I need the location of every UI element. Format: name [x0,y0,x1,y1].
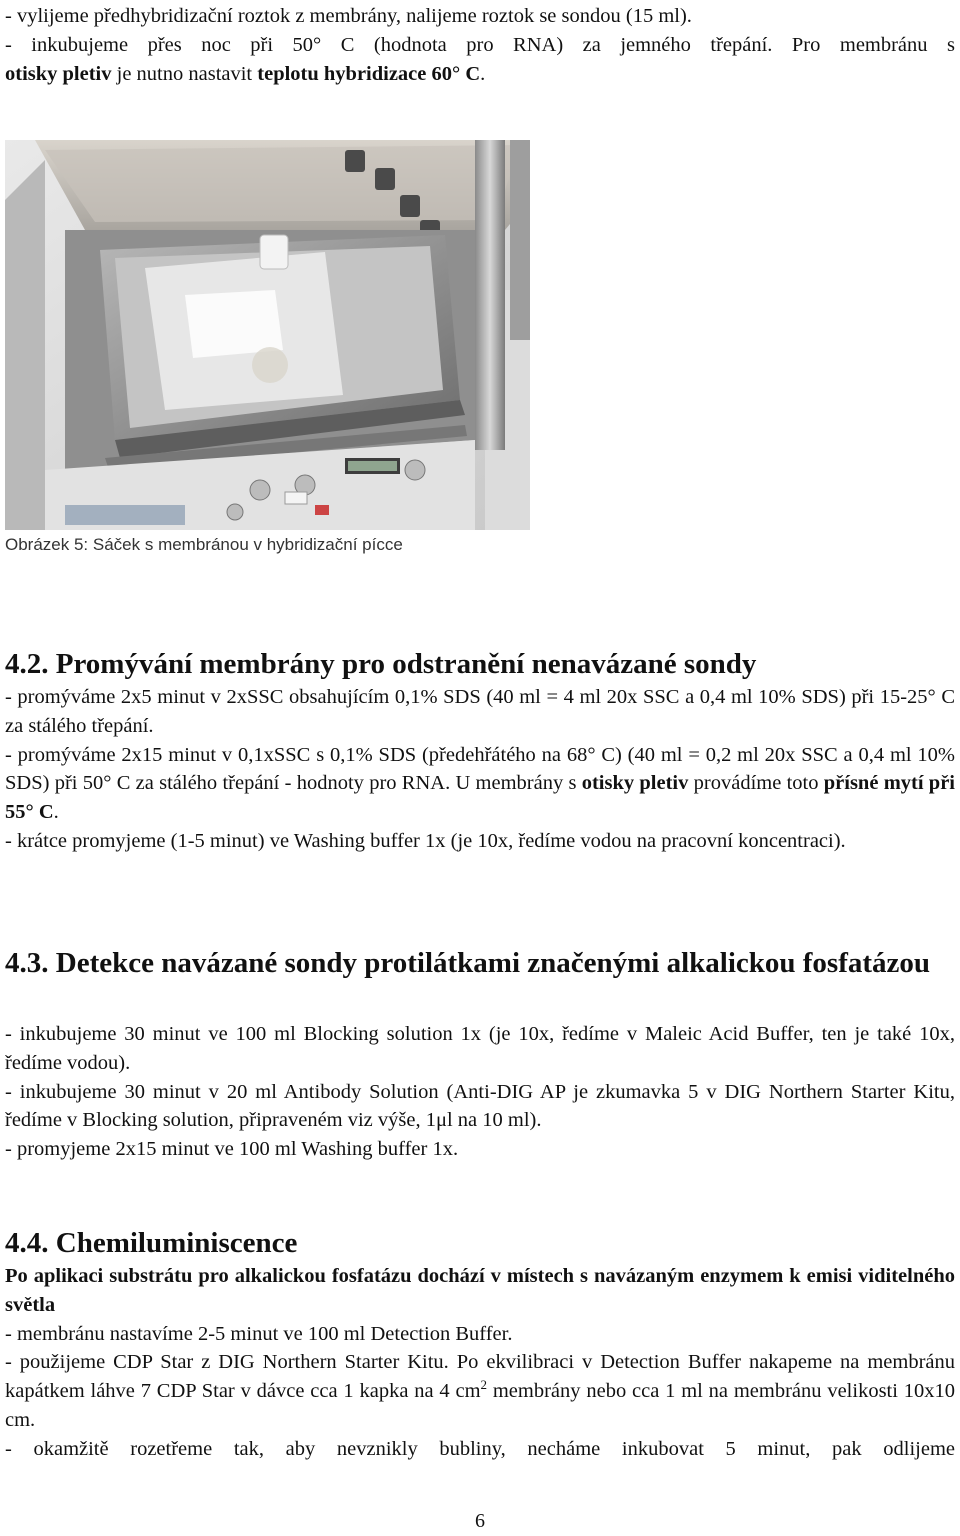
section-4-2-p2-text: - promýváme 2x15 minut v 0,1xSSC s 0,1% SDS (předehřátého na 68° C) (40 ml = 0,2 ml 20x SSC a 0,4 ml 10% SDS) při 50° C za stálého třepání - hodnoty pro RNA. U membrány s [5,743,955,795]
hybridization-oven-photo [5,140,530,530]
page-number: 6 [475,1510,485,1532]
superscript-2: 2 [480,1377,488,1393]
section-4-4-p3: - okamžitě rozetřeme tak, aby nevznikly bubliny, necháme inkubovat 5 minut, pak odlijeme [5,1437,955,1460]
section-4-2-p3: - krátce promyjeme (1-5 minut) ve Washing buffer 1x (je 10x, ředíme vodou na pracovní koncentraci). [5,829,846,852]
section-4-2-p2 [5,741,955,827]
section-4-4-p2-text: - použijeme CDP Star z DIG Northern Starter Kitu. Po ekvilibraci v Detection Buffer nakapeme na membránu kapátkem láhve 7 CDP Star v dávce cca 1 kapka na 4 cm [5,1351,955,1403]
section-4-2-p1: - promýváme 2x5 minut v 2xSSC obsahujícím 0,1% SDS (40 ml = 4 ml 20x SSC a 0,4 ml 10% SDS) při 15-25° C za stálého třepání. [5,686,955,737]
section-4-4-body [5,1262,955,1464]
intro-line-3-end: . [480,62,486,85]
intro-line-3-mid: je nutno nastavit [111,62,258,85]
heading-4-3: 4.3. Detekce navázané sondy protilátkami značenými alkalickou fosfatázou [5,947,931,979]
heading-4-4: 4.4. Chemiluminiscence [5,1227,298,1259]
section-4-3-p1: - inkubujeme 30 minut ve 100 ml Blocking solution 1x (je 10x, ředíme v Maleic Acid Buffer, ten je také 10x, ředíme vodou). [5,1023,955,1074]
section-4-4-p1: - membránu nastavíme 2-5 minut ve 100 ml Detection Buffer. [5,1322,513,1345]
section-4-4-p2 [5,1348,955,1434]
intro-paragraph [5,2,955,88]
oven-photo-illustration [5,140,530,530]
section-4-4-intro [5,1262,955,1320]
section-4-2-p2-mid: provádíme toto [688,772,824,795]
intro-line-1: - vylijeme předhybridizační roztok z membrány, nalijeme roztok se sondou (15 ml). [5,5,692,27]
section-4-3-body [5,1020,955,1164]
bold-otisky-pletiv-2: otisky pletiv [581,772,689,795]
section-4-2-body [5,683,955,856]
heading-4-2: 4.2. Promývání membrány pro odstranění nenavázané sondy [5,648,757,680]
section-4-3-p2: - inkubujeme 30 minut v 20 ml Antibody Solution (Anti-DIG AP je zkumavka 5 v DIG Northern Starter Kitu, ředíme v Blocking solution, připraveném viz výše, 1μl na 10 ml). [5,1080,955,1132]
bold-otisky-pletiv: otisky pletiv [5,62,112,85]
bold-hybridization-temp: teplotu hybridizace 60° C [257,62,481,85]
bold-strict-wash: přísné mytí při 55° C [5,772,956,824]
figure-caption: Obrázek 5: Sáček s membránou v hybridizační pícce [5,535,403,554]
section-4-4-p2-end: membrány nebo cca 1 ml na membránu velikosti 10x10 cm. [5,1380,956,1431]
bold-intro-text: Po aplikaci substrátu pro alkalickou fosfatázu dochází v místech s navázaným enzymem k emisi viditelného světla [5,1265,955,1316]
intro-line-3 [5,60,955,89]
section-4-2-p2-end: . [53,801,59,824]
section-4-3-p3: - promyjeme 2x15 minut ve 100 ml Washing buffer 1x. [5,1138,459,1161]
intro-line-2: - inkubujeme přes noc při 50° C (hodnota pro RNA) za jemného třepání. Pro membránu s [5,33,955,56]
